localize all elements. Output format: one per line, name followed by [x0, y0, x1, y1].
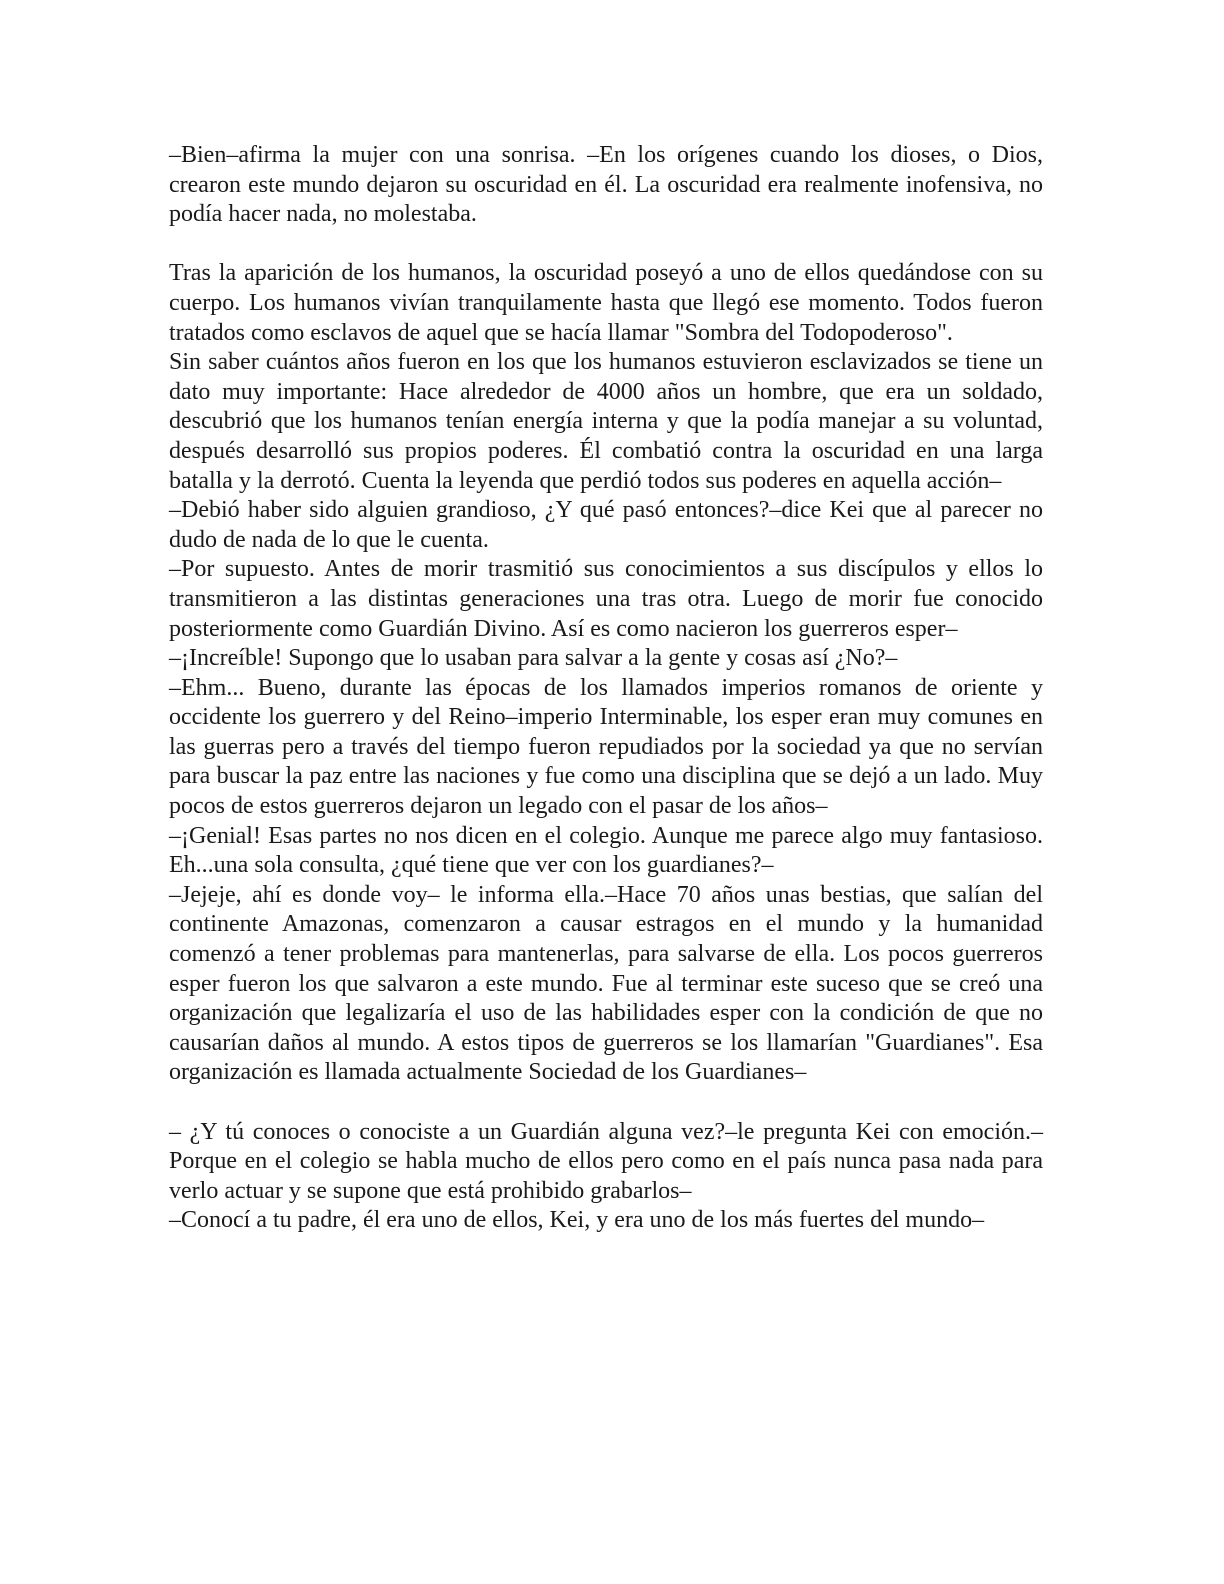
paragraph: Sin saber cuántos años fueron en los que los humanos estuvieron esclavizados se tiene un dato muy importante: Hace alrededor de 4000 años un hombre, que era un soldado, descubrió que los humanos tenían energía interna y que la podía manejar a su voluntad, después desarrolló sus propios poderes. Él combatió contra la oscuridad en una larga batalla y la derrotó. Cuenta la leyenda que perdió todos sus poderes en aquella acción– — [169, 349, 1043, 494]
paragraph: –¡Increíble! Supongo que lo usaban para salvar a la gente y cosas así ¿No?– — [169, 645, 898, 672]
paragraph: –Por supuesto. Antes de morir trasmitió sus conocimientos a sus discípulos y ellos lo transmitieron a las distintas generaciones una tras otra. Luego de morir fue conocido posteriormente como Guardián Divino. Así es como nacieron los guerreros esper– — [169, 556, 1043, 642]
paragraph-gap — [169, 230, 1043, 260]
paragraph: –Ehm... Bueno, durante las épocas de los llamados imperios romanos de oriente y occidente los guerrero y del Reino–imperio Interminable, los esper eran muy comunes en las guerras pero a través del tiempo fueron repudiados por la sociedad ya que no servían para buscar la paz entre las naciones y fue como una disciplina que se dejó a un lado. Muy pocos de estos guerreros dejaron un legado con el pasar de los años– — [169, 674, 1043, 820]
paragraph-gap — [169, 1088, 1043, 1118]
body-text — [169, 141, 1043, 1236]
paragraph: –Bien–afirma la mujer con una sonrisa. –En los orígenes cuando los dioses, o Dios, crearon este mundo dejaron su oscuridad en él. La oscuridad era realmente inofensiva, no podía hacer nada, no molestaba. — [169, 142, 1043, 228]
paragraph: –Jejeje, ahí es donde voy– le informa ella.–Hace 70 años unas bestias, que salían del continente Amazonas, comenzaron a causar estragos en el mundo y la humanidad comenzó a tener problemas para mantenerlas, para salvarse de ella. Los pocos guerreros esper fueron los que salvaron a este mundo. Fue al terminar este suceso que se creó una organización que legalizaría el uso de las habilidades esper con la condición de que no causarían daños al mundo. A estos tipos de guerreros se los llamarían "Guardianes". Esa organización es llamada actualmente Sociedad de los Guardianes– — [169, 881, 1043, 1086]
paragraph: –Debió haber sido alguien grandioso, ¿Y qué pasó entonces?–dice Kei que al parecer no dudo de nada de lo que le cuenta. — [169, 497, 1043, 553]
paragraph: –¡Genial! Esas partes no nos dicen en el colegio. Aunque me parece algo muy fantasioso. Eh...una sola consulta, ¿qué tiene que ver con los guardianes?– — [169, 822, 1043, 879]
paragraph: Tras la aparición de los humanos, la oscuridad poseyó a uno de ellos quedándose con su cuerpo. Los humanos vivían tranquilamente hasta que llegó ese momento. Todos fueron tratados como esclavos de aquel que se hacía llamar "Sombra del Todopoderoso". — [169, 260, 1043, 346]
paragraph: –Conocí a tu padre, él era uno de ellos, Kei, y era uno de los más fuertes del mundo– — [169, 1207, 985, 1234]
paragraph: – ¿Y tú conoces o conociste a un Guardián alguna vez?–le pregunta Kei con emoción.–Porque en el colegio se habla mucho de ellos pero como en el país nunca pasa nada para verlo actuar y se supone que está prohibido grabarlos– — [169, 1118, 1043, 1204]
